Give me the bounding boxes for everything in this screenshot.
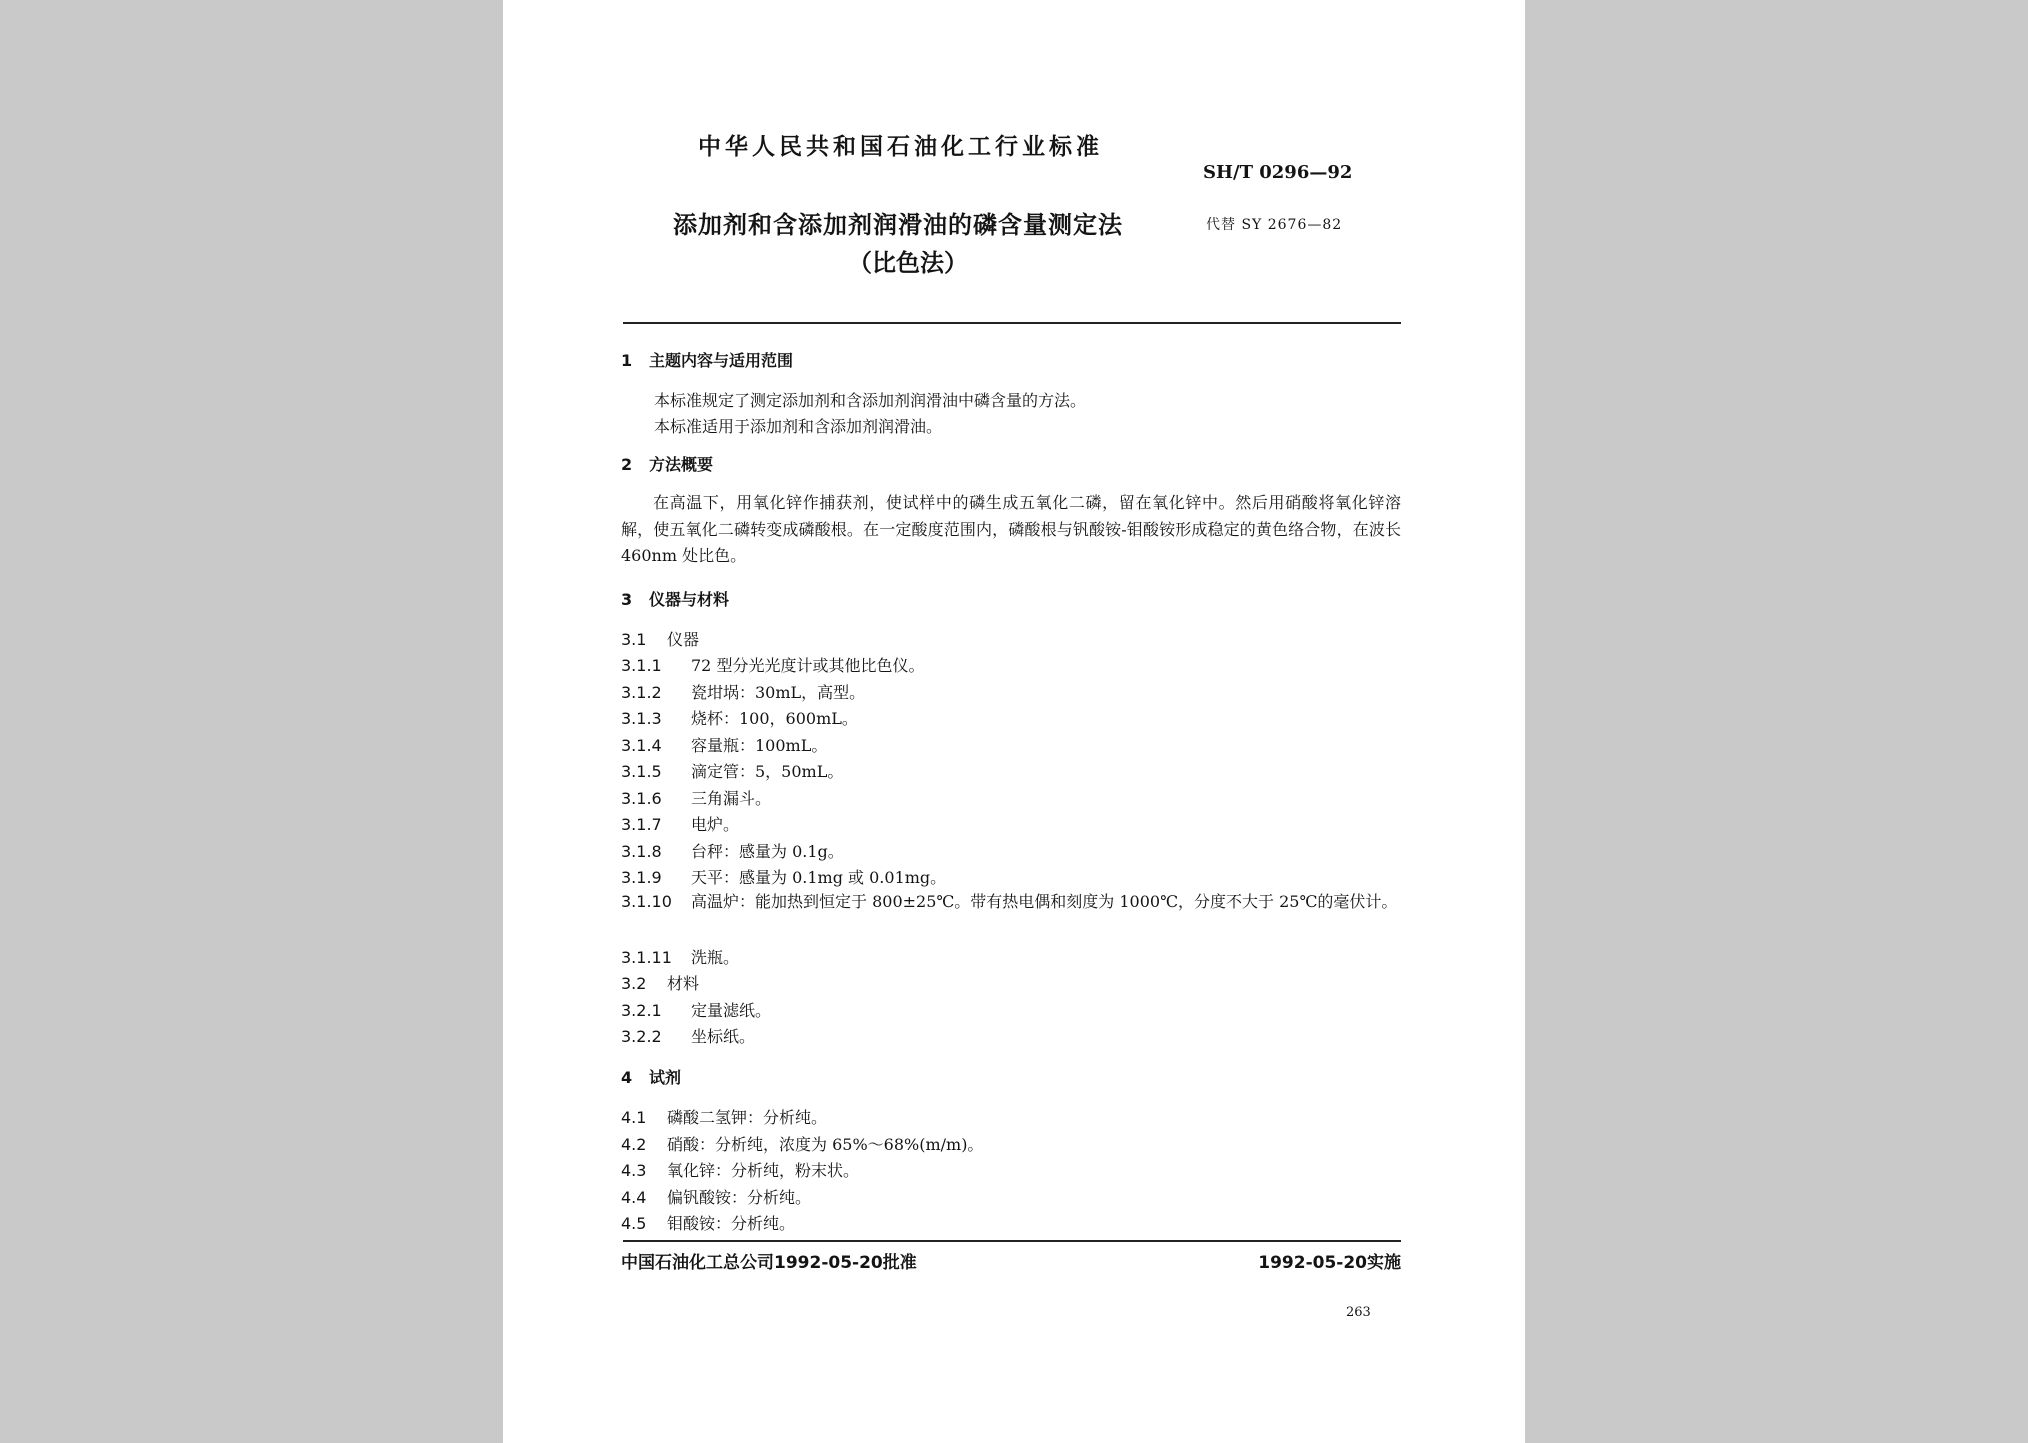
section-4-heading: [621, 1065, 681, 1088]
item-text: 高温炉：能加热到恒定于 800±25℃。带有热电偶和刻度为 1000℃，分度不大于 25℃的毫伏计。: [691, 892, 1398, 911]
document-page: [503, 0, 1525, 1443]
item-text: 材料: [667, 974, 700, 993]
list-item: [621, 1185, 811, 1208]
list-item: [621, 971, 699, 994]
item-number: 3.2.2: [621, 1027, 662, 1046]
implementation-note: 1992-05-20实施: [1258, 1253, 1401, 1273]
item-text: 仪器: [667, 630, 700, 649]
list-item: [621, 1132, 983, 1155]
item-number: 3.1.8: [621, 842, 662, 861]
list-item: [621, 1158, 859, 1181]
item-number: 3.1.9: [621, 868, 662, 887]
item-text: 洗瓶。: [691, 948, 740, 967]
item-number: 3.1.6: [621, 789, 662, 808]
section-number: 3: [621, 590, 633, 609]
item-number: 3.2: [621, 974, 647, 993]
list-item: [621, 653, 924, 676]
section-number: 2: [621, 455, 633, 474]
list-item: [621, 865, 946, 888]
item-text: 天平：感量为 0.1mg 或 0.01mg。: [691, 868, 947, 887]
list-item: [621, 1105, 827, 1128]
section-number: 4: [621, 1068, 633, 1087]
section-1-para-1: 本标准规定了测定添加剂和含添加剂润滑油中磷含量的方法。: [654, 391, 1087, 410]
item-number: 4.5: [621, 1214, 647, 1233]
list-item: [621, 680, 865, 703]
item-number: 3.1.4: [621, 736, 662, 755]
section-3-heading: [621, 587, 729, 610]
item-number: 3.1.3: [621, 709, 662, 728]
item-text: 72 型分光光度计或其他比色仪。: [691, 656, 925, 675]
item-text: 瓷坩埚：30mL，高型。: [691, 683, 866, 702]
section-number: 1: [621, 351, 633, 370]
item-text: 钼酸铵：分析纯。: [667, 1214, 796, 1233]
list-item: [621, 786, 771, 809]
item-text: 定量滤纸。: [691, 1001, 772, 1020]
item-text: 硝酸：分析纯，浓度为 65%～68%(m/m)。: [667, 1135, 984, 1154]
item-number: 3.1: [621, 630, 647, 649]
item-number: 3.1.2: [621, 683, 662, 702]
header-rule: [623, 322, 1401, 324]
item-text: 磷酸二氢钾：分析纯。: [667, 1108, 828, 1127]
item-text: 电炉。: [691, 815, 740, 834]
item-number: 4.2: [621, 1135, 647, 1154]
section-title: 试剂: [649, 1068, 682, 1087]
section-title: 主题内容与适用范围: [649, 351, 794, 370]
section-title: 方法概要: [649, 455, 714, 474]
standard-code: SH/T 0296—92: [1203, 162, 1353, 183]
footer-rule: [623, 1240, 1401, 1242]
item-number: 3.1.11: [621, 948, 672, 967]
item-number: 3.1.5: [621, 762, 662, 781]
item-text: 氧化锌：分析纯，粉末状。: [667, 1161, 860, 1180]
item-number: 3.2.1: [621, 1001, 662, 1020]
list-item: [621, 733, 827, 756]
list-item: [621, 889, 1401, 916]
item-number: 4.4: [621, 1188, 647, 1207]
item-number: 4.1: [621, 1108, 647, 1127]
item-text: 三角漏斗。: [691, 789, 772, 808]
list-item: [621, 1024, 755, 1047]
item-text: 容量瓶：100mL。: [691, 736, 828, 755]
section-1-heading: [621, 348, 793, 371]
list-item: [621, 812, 739, 835]
list-item: [621, 998, 771, 1021]
item-number: 4.3: [621, 1161, 647, 1180]
section-2-heading: [621, 452, 713, 475]
approval-note: 中国石油化工总公司1992-05-20批准: [621, 1253, 917, 1273]
document-subtitle: （比色法）: [848, 249, 968, 277]
item-text: 坐标纸。: [691, 1027, 756, 1046]
section-2-para: 在高温下，用氧化锌作捕获剂，使试样中的磷生成五氧化二磷，留在氧化锌中。然后用硝酸将氧化锌溶解，使五氧化二磷转变成磷酸根。在一定酸度范围内，磷酸根与钒酸铵-钼酸铵形成稳定的黄色络合物，在波长 460nm 处比色。: [621, 493, 1401, 565]
item-number: 3.1.10: [621, 892, 672, 911]
section-1-para-2: 本标准适用于添加剂和含添加剂润滑油。: [654, 417, 943, 436]
list-item: [621, 706, 858, 729]
item-text: 偏钒酸铵：分析纯。: [667, 1188, 812, 1207]
section-title: 仪器与材料: [649, 590, 730, 609]
document-title: 添加剂和含添加剂润滑油的磷含量测定法: [673, 211, 1123, 239]
replaces-note: 代替 SY 2676—82: [1206, 217, 1343, 233]
list-item: [621, 945, 739, 968]
item-text: 烧杯：100，600mL。: [691, 709, 858, 728]
item-text: 滴定管：5，50mL。: [691, 762, 844, 781]
standard-org: 中华人民共和国石油化工行业标准: [698, 134, 1103, 160]
list-item: [621, 759, 843, 782]
page-number: 263: [1346, 1305, 1371, 1320]
item-number: 3.1.1: [621, 656, 662, 675]
item-number: 3.1.7: [621, 815, 662, 834]
list-item: [621, 627, 699, 650]
item-text: 台秤：感量为 0.1g。: [691, 842, 844, 861]
list-item: [621, 839, 844, 862]
list-item: [621, 1211, 795, 1234]
